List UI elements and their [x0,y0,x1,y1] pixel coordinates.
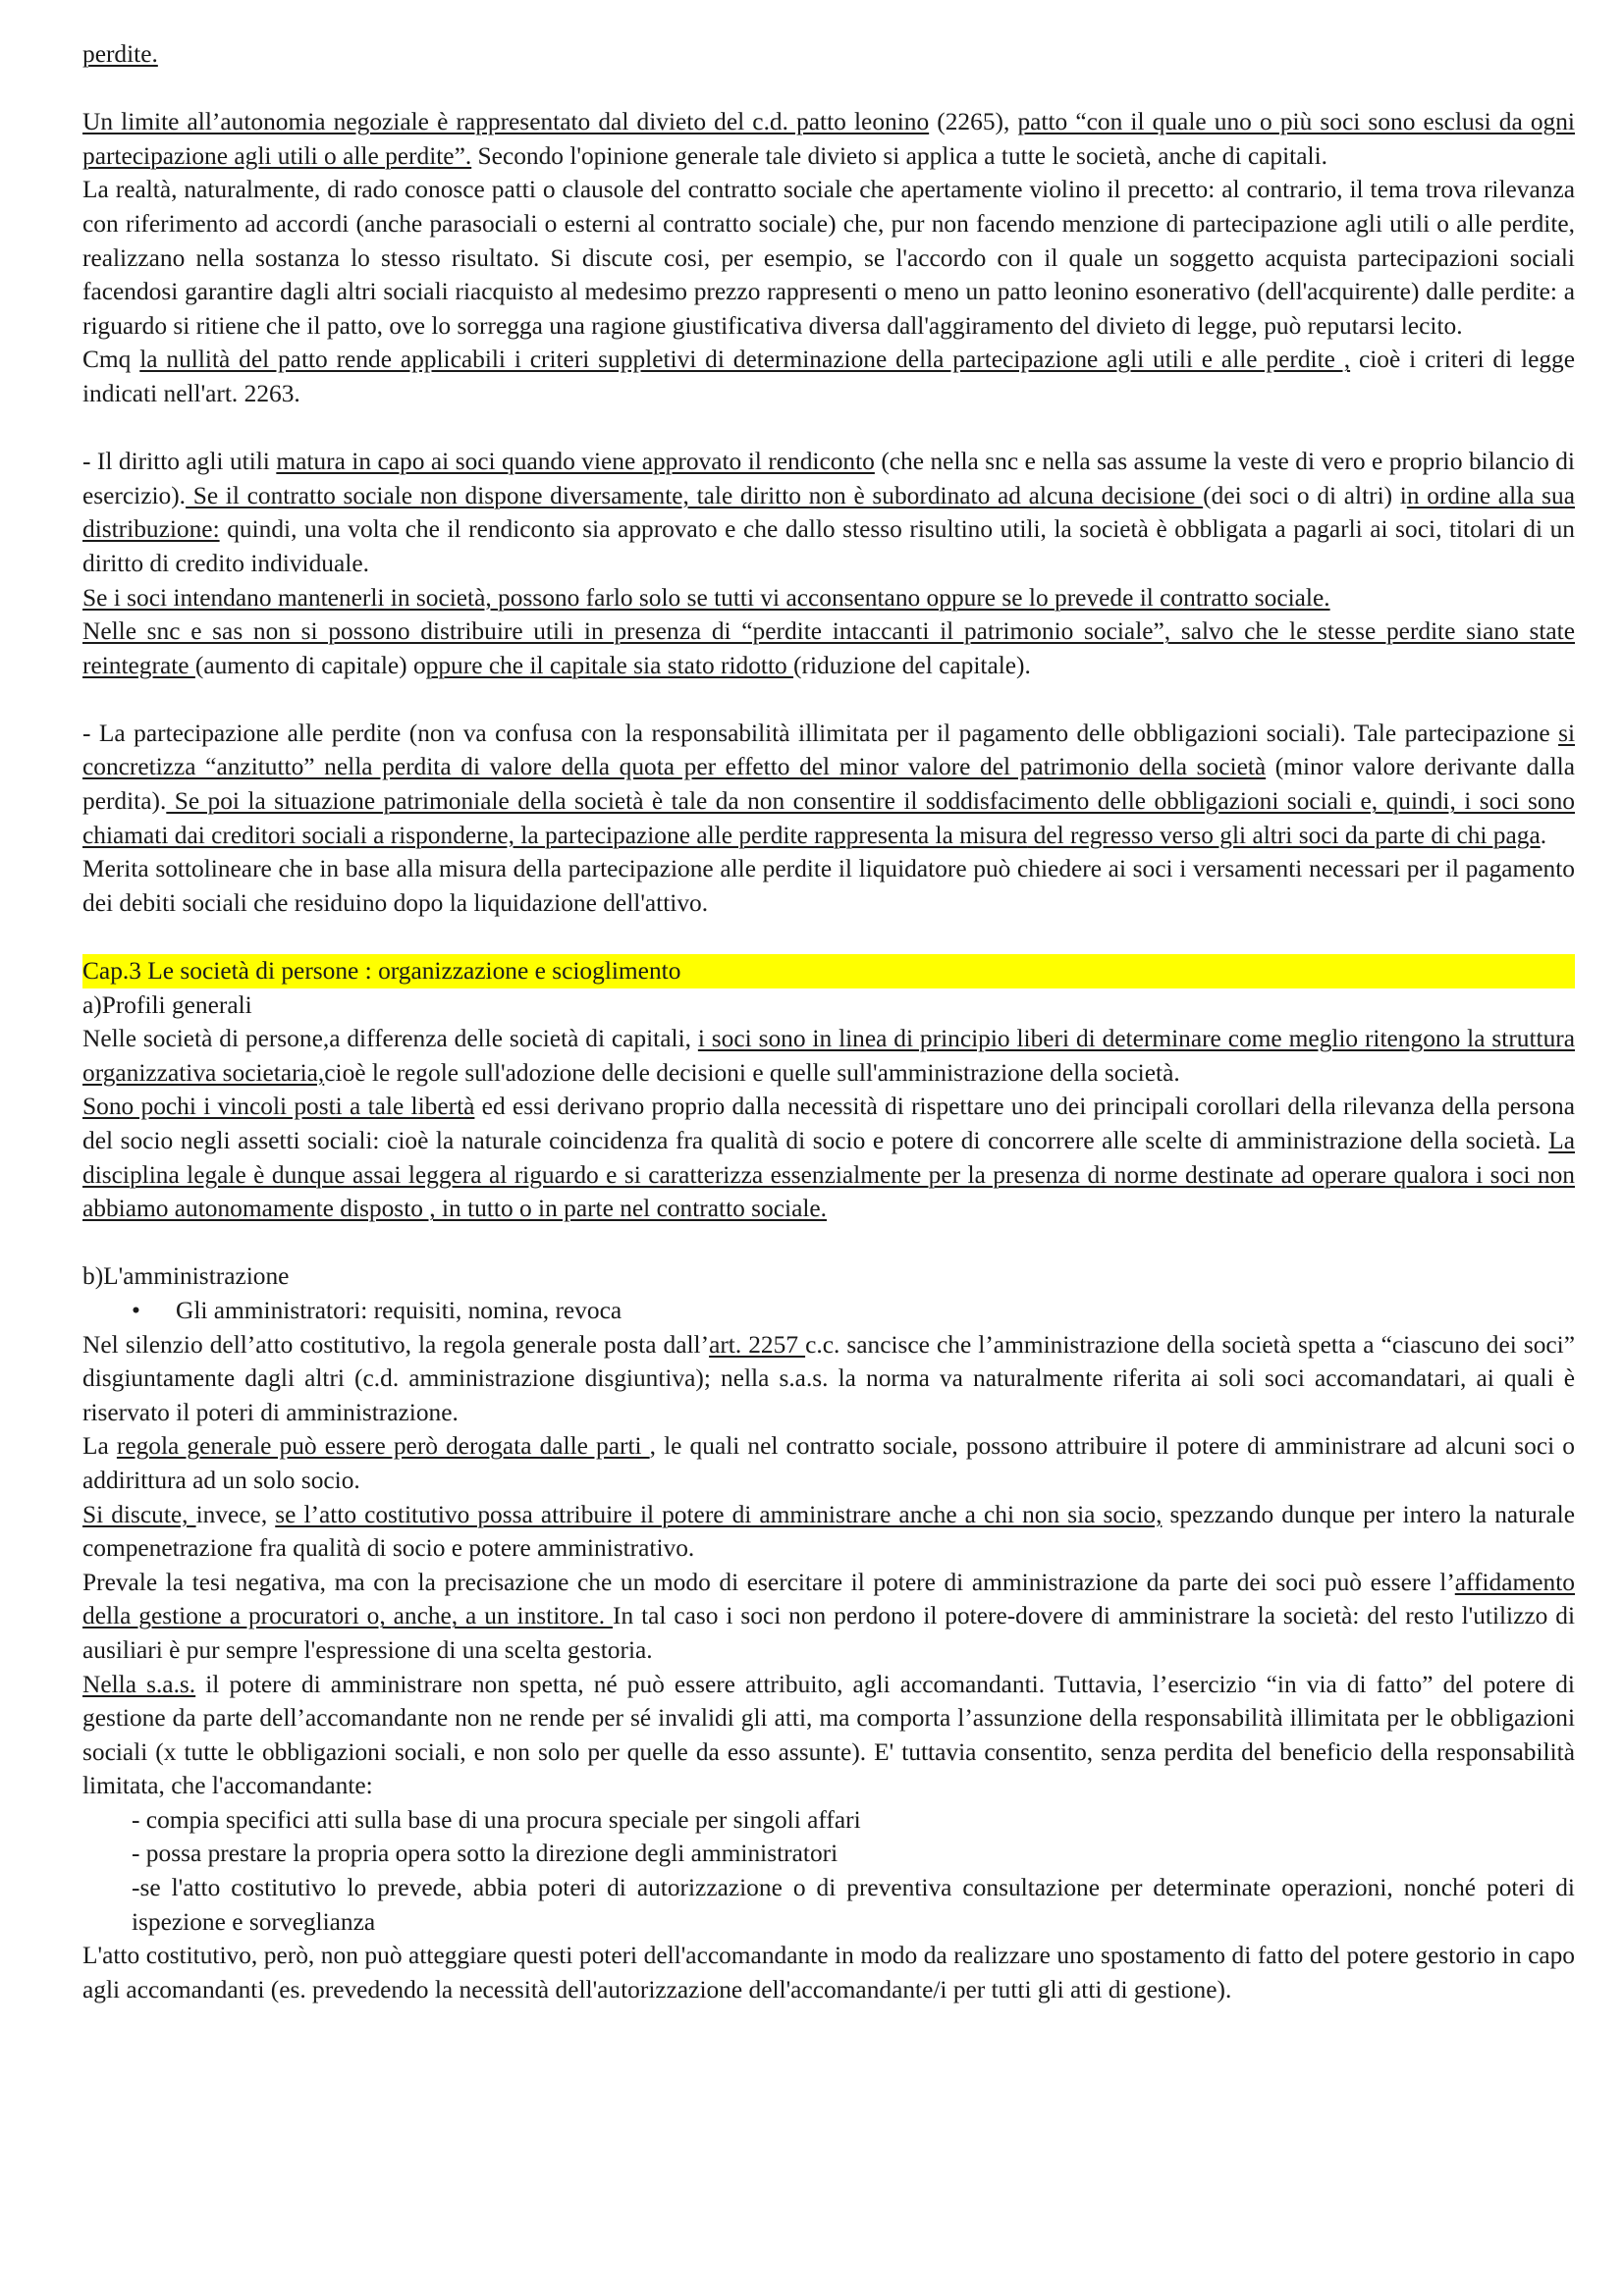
paragraph-nelle-societa: Nelle società di persone,a differenza delle società di capitali, i soci sono in linea di principio liberi di determinare come meglio ritengono la struttura organizzativa societaria,cioè le regole sull'adozione delle decisioni e quelle sull'amministrazione della società. [82,1025,1575,1087]
list-item: - possa prestare la propria opera sotto la direzione degli amministratori [132,1840,839,1868]
paragraph-final: L'atto costitutivo, però, non può atteggiare questi poteri dell'accomandante in modo da realizzare uno spostamento di fatto del potere gestorio in capo agli accomandanti (es. prevedendo la necessità dell'autorizzazione dell'accomandante/i per tutti gli atti di gestione). [82,1942,1575,2003]
paragraph-merita: Merita sottolineare che in base alla misura della partecipazione alle perdite il liquidatore può chiedere ai soci i versamenti necessari per il pagamento dei debiti sociali che residuino dopo la liquidazione dell'attivo. [82,855,1575,917]
section-heading-amministrazione: b)L'amministrazione [82,1262,290,1291]
paragraph-diritto-utili: - Il diritto agli utili matura in capo ai soci quando viene approvato il rendiconto (che nella snc e nella sas assume la veste di vero e proprio bilancio di esercizio). Se il contratto sociale non dispone diversamente, tale diritto non è subordinato ad alcuna decisione (dei soci o di altri) in ordine alla sua distribuzione: quindi, una volta che il rendiconto sia approvato e che dallo stesso risultino utili, la società è obbligata a pagarli ai soci, titolari di un diritto di credito individuale. [82,448,1575,577]
chapter-heading: Cap.3 Le società di persone : organizzazione e scioglimento [82,954,1575,988]
paragraph-top: perdite. [82,40,158,68]
list-item: -se l'atto costitutivo lo prevede, abbia poteri di autorizzazione o di preventiva consultazione per determinate operazioni, nonché poteri di ispezione e sorveglianza [132,1874,1575,1936]
section-heading-profili: a)Profili generali [82,990,252,1019]
bullet-item: • Gli amministratori: requisiti, nomina, revoca [82,1294,1575,1328]
bullet-icon: • [132,1296,140,1324]
paragraph-realta: La realtà, naturalmente, di rado conosce patti o clausole del contratto sociale che apertamente violino il precetto: al contrario, il tema trova rilevanza con riferimento ad accordi (anche parasociali o esterni al contratto sociale) che, pur non facendo menzione di partecipazione agli utili o alle perdite, realizzano nella sostanza lo stesso risultato. Si discute cosi, per esempio, se l'accordo con il quale un soggetto acquista partecipazioni sociali facendosi garantire dagli altri sociali riacquisto al medesimo prezzo rappresenti o meno un patto leonino esonerativo (dell'acquirente) dalle perdite: a riguardo si ritiene che il patto, ove lo sorregga una ragione giustificativa diversa dall'aggiramento del divieto di legge, può reputarsi lecito. [82,176,1575,340]
paragraph-perdite: - La partecipazione alle perdite (non va confusa con la responsabilità illimitata per il pagamento delle obbligazioni sociali). Tale partecipazione si concretizza “anzitutto” nella perdita di valore della quota per effetto del minor valore del patrimonio della società (minor valore derivante dalla perdita). Se poi la situazione patrimoniale della società è tale da non consentire il soddisfacimento delle obbligazioni sociali e, quindi, i soci sono chiamati dai creditori sociali a risponderne, la partecipazione alle perdite rappresenta la misura del regresso verso gli altri soci da parte di chi paga. [82,719,1575,849]
paragraph-cmq: Cmq la nullità del patto rende applicabili i criteri suppletivi di determinazione della partecipazione agli utili e alle perdite , cioè i criteri di legge indicati nell'art. 2263. [82,346,1576,407]
paragraph-silenzio: Nel silenzio dell’atto costitutivo, la regola generale posta dall’art. 2257 c.c. sancisce che l’amministrazione della società spetta a “ciascuno dei soci” disgiuntamente dagli altri (c.d. amministrazione disgiuntiva); nella s.a.s. la norma va naturalmente riferita ai soli soci accomandatari, ai quali è riservato il poteri di amministrazione. [82,1330,1575,1426]
paragraph-mantenerli: Se i soci intendano mantenerli in società, possono farlo solo se tutti vi acconsentano oppure se lo prevede il contratto sociale. [82,583,1330,612]
paragraph-snc-sas: Nelle snc e sas non si possono distribuire utili in presenza di “perdite intaccanti il patrimonio sociale”, salvo che le stesse perdite siano state reintegrate (aumento di capitale) oppure che il capitale sia stato ridotto (riduzione del capitale). [82,617,1575,679]
paragraph-patto-leonino: Un limite all’autonomia negoziale è rappresentato dal divieto del c.d. patto leonino (2265), patto “con il quale uno o più soci sono esclusi da ogni partecipazione agli utili o alle perdite”. Secondo l'opinione generale tale divieto si applica a tutte le società, anche di capitali. [82,108,1575,170]
list-item: - compia specifici atti sulla base di una procura speciale per singoli affari [132,1805,861,1834]
document-page [82,37,1575,2006]
paragraph-sas: Nella s.a.s. il potere di amministrare non spetta, né può essere attribuito, agli accomandanti. Tuttavia, l’esercizio “in via di fatto” del potere di gestione da parte dell’accomandante non ne rende per sé invalidi gli atti, ma comporta l’assunzione della responsabilità illimitata per le obbligazioni sociali (x tutte le obbligazioni sociali, e non solo per quelle da esso assunte). E' tuttavia consentito, senza perdita del beneficio della responsabilità limitata, che l'accomandante: [82,1670,1575,1800]
paragraph-pochi-vincoli: Sono pochi i vincoli posti a tale libertà ed essi derivano proprio dalla necessità di rispettare uno dei principali corollari della rilevanza della persona del socio negli assetti sociali: cioè la naturale coincidenza fra qualità di socio e potere di concorrere alle scelte di amministrazione della società. La disciplina legale è dunque assai leggera al riguardo e si caratterizza essenzialmente per la presenza di norme destinate ad operare qualora i soci non abbiamo autonomamente disposto , in tutto o in parte nel contratto sociale. [82,1093,1575,1223]
paragraph-si-discute: Si discute, invece, se l’atto costitutivo possa attribuire il potere di amministrare anche a chi non sia socio, spezzando dunque per intero la naturale compenetrazione fra qualità di socio e potere amministrativo. [82,1500,1576,1563]
paragraph-regola-generale: La regola generale può essere però derogata dalle parti , le quali nel contratto sociale, possono attribuire il potere di amministrare ad alcuni soci o addirittura ad un solo socio. [82,1432,1575,1494]
paragraph-prevale: Prevale la tesi negativa, ma con la precisazione che un modo di esercitare il potere di amministrazione da parte dei soci può essere l’affidamento della gestione a procuratori o, anche, a un institore. In tal caso i soci non perdono il potere-dovere di amministrare la società: del resto l'utilizzo di ausiliari è pur sempre l'espressione di una scelta gestoria. [82,1568,1575,1664]
